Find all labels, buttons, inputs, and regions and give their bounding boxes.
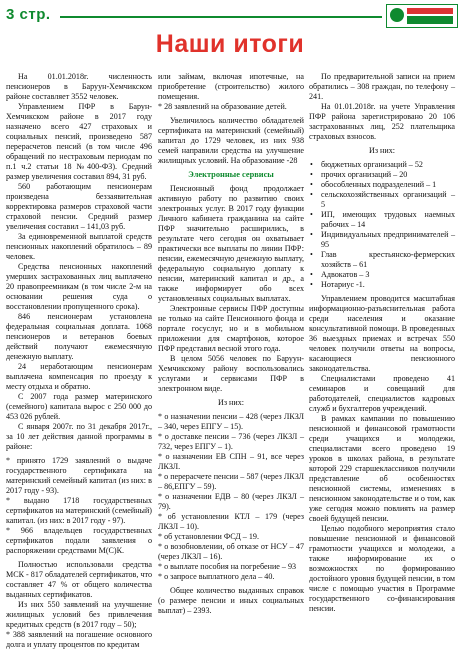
bullet-icon: • bbox=[310, 170, 313, 179]
page-number: 3 стр. bbox=[6, 6, 51, 23]
logo-band-green bbox=[407, 16, 453, 24]
bullet-icon: • bbox=[310, 160, 313, 169]
list-item: * об установлении ФСД – 19. bbox=[158, 532, 259, 541]
list-item-text: Адвокатов – 3 bbox=[321, 270, 370, 279]
column-2 bbox=[158, 72, 304, 616]
list-item: * о назначении пенсии – 428 (через ЛКЗЛ – 340, через ЕПГУ – 15). bbox=[158, 412, 304, 431]
list-item: * принято 1729 заявлений о выдаче государственного сертификата на материнский семейный капитал (из них: в 2017 году - 93). bbox=[6, 456, 152, 495]
list-item bbox=[309, 270, 455, 280]
list-heading: Из них: bbox=[368, 146, 396, 155]
bullet-icon: • bbox=[310, 230, 313, 239]
paragraph: За единовременной выплатой средств пенсионных накоплений обратилось – 89 человек. bbox=[6, 232, 152, 261]
paragraph: Увеличилось количество обладателей сертификата на материнский (семейный) капитал до 1729 человек, из них 938 семей направили средства на улучшение жилищных условий. На образование -28 bbox=[158, 116, 304, 165]
list-item-text: Глав крестьянско-фермерских хозяйств – 61 bbox=[321, 250, 455, 269]
list-heading: Из них: bbox=[217, 398, 245, 407]
bullet-icon: • bbox=[310, 270, 313, 279]
paragraph: По предварительной записи на прием обратились – 308 граждан, по телефону – 241. bbox=[309, 72, 455, 101]
list-item: * об установлении КТЛ – 179 (через ЛКЗЛ – 10). bbox=[158, 512, 304, 531]
list-item-text: сельскохозяйственных организаций – 5 bbox=[321, 190, 455, 209]
section-heading: Электронные сервисы bbox=[188, 170, 274, 179]
paragraph: Целью подобного мероприятия стало повышение пенсионной и финансовой грамотности учащихся и молодежи, а также информирование их о возможностях по формированию достойного уровня будущей пенсии, в том числе с помощью участия в Программе государственного со-финансирования пенсии. bbox=[309, 524, 455, 613]
list-item-text: бюджетных организаций – 52 bbox=[321, 160, 423, 169]
paragraph: Общее количество выданных справок (о размере пенсии и иных социальных выплат) – 2393. bbox=[158, 586, 304, 615]
logo-band-red bbox=[407, 8, 453, 14]
paragraph: Управлением проводится масштабная информационно-разъяснительная работа среди населения и оказание консультативной помощи. В проведенных 36 выездных приемах и встречах 550 человек получили ответы на вопросы, касающиеся пенсионного законодательства. bbox=[309, 294, 455, 373]
list-item: * 966 владельцев государственных сертификатов подали заявления о распоряжении средствами М(С)К. bbox=[6, 526, 152, 555]
paragraph: Средства пенсионных накоплений умерших застрахованных лиц выплачено 20 правопреемникам (в том числе 2-м на основании решения суда о восстановлении пропущенного срока). bbox=[6, 262, 152, 311]
list-item-text: прочих организаций – 20 bbox=[321, 170, 408, 179]
list-item bbox=[309, 230, 455, 250]
bullet-icon: • bbox=[310, 210, 313, 219]
list-item-text: ИП, имеющих трудовых наемных рабочих – 14 bbox=[321, 210, 455, 229]
column-3 bbox=[309, 72, 455, 614]
column-1 bbox=[6, 72, 152, 650]
page-title: Наши итоги bbox=[155, 30, 305, 58]
paragraph: 24 неработающим пенсионерам выплачена компенсация по проезду к месту отдыха и обратно. bbox=[6, 362, 152, 391]
list-item-text: обособленных подразделений – 1 bbox=[321, 180, 437, 189]
list-item bbox=[309, 180, 455, 190]
list-item: * о выплате пособия на погребение – 93 bbox=[158, 562, 297, 571]
paragraph: В целом 5056 человек по Баруун-Хемчикскому району воспользовались услугами и сервисами ПФР в электронном виде. bbox=[158, 354, 304, 393]
top-bar bbox=[0, 0, 460, 30]
list-item-text: Индивидуальных предпринимателей – 95 bbox=[321, 230, 455, 249]
list-item bbox=[309, 250, 455, 270]
list-item: * о перерасчете пенсии – 587 (через ЛКЗЛ – 86,ЕПГУ – 59). bbox=[158, 472, 304, 491]
list-item: * о доставке пенсии – 736 (через ЛКЗЛ – 732, через ЕПГУ – 1). bbox=[158, 432, 304, 451]
list-item bbox=[309, 280, 455, 290]
paragraph: Пенсионный фонд продолжает активную работу по развитию своих электронных услуг. В 2017 году функции Личного кабинета гражданина на сайте ПФР значительно расширились, в результате чего сегодня он охватывает практически все выплаты по линии ПФР: пенсии, ежемесячную денежную выплату, федеральную социальную доплату к пенсии, материнский капитал и др., а также информирует обо всех установленных социальных выплатах. bbox=[158, 184, 304, 303]
list-item: * о назначении ЕВ СПН – 91, все через ЛКЗЛ. bbox=[158, 452, 304, 471]
paragraph: Полностью использовали средства МСК - 817 обладателей сертификатов, что составляет 47 % от общего количества выданных сертификатов. bbox=[6, 560, 152, 599]
list-item: * 28 заявлений на образование детей. bbox=[158, 102, 287, 111]
paragraph: Из них 550 заявлений на улучшение жилищных условий без привлечения кредитных средств (в 2017 году – 50); bbox=[6, 600, 152, 629]
list-item: * выдано 1718 государственных сертификатов на материнский (семейный) капитал. (из них: в 2017 году - 97). bbox=[6, 496, 152, 525]
paragraph: На 01.01.2018г. на учете Управления ПФР района зарегистрировано 20 106 застрахованных лиц, 252 плательщика страховых взносов. bbox=[309, 102, 455, 141]
bullet-icon: • bbox=[310, 250, 313, 259]
list-item: * о возобновлении, об отказе от НСУ – 47 (через ЛКЗЛ – 16). bbox=[158, 542, 304, 561]
pfr-logo bbox=[386, 4, 458, 28]
paragraph: Электронные сервисы ПФР доступны не только на сайте Пенсионного фонда и портале госуслуг, но и в мобильном приложении для смартфонов, которое ПФР представил весной этого года. bbox=[158, 304, 304, 353]
organization-list bbox=[309, 160, 455, 290]
paragraph: 560 работающим пенсионерам произведена беззаявительная корректировка размеров страховой части страховой пенсии. Средний размер увеличения составил – 141,03 руб. bbox=[6, 182, 152, 231]
paragraph: В рамках кампании по повышению пенсионной и финансовой грамотности среди учащихся и молодежи, специалистами всего проведено 19 уроков в школах района, в результате которой 229 старшеклассников получили представление об особенностях пенсионной системы, изменениях в пенсионном законодательстве и о том, как уже сегодня можно повлиять на размер своей будущей пенсии. bbox=[309, 414, 455, 523]
header-rule bbox=[60, 16, 382, 18]
paragraph: С 2007 года размер материнского (семейного) капитала вырос с 250 000 до 453 026 рублей. bbox=[6, 392, 152, 421]
list-item-text: Нотариус -1. bbox=[321, 280, 365, 289]
paragraph: 846 пенсионерам установлена федеральная социальная доплата. 1068 пенсионеров и ветеранов боевых действий получают ежемесячную денежную выплату. bbox=[6, 312, 152, 361]
list-item bbox=[309, 210, 455, 230]
list-item bbox=[309, 190, 455, 210]
list-item: * о запросе выплатного дела – 40. bbox=[158, 572, 275, 581]
paragraph: Управлением ПФР в Барун-Хемчикском районе в 2017 году назначено всего 427 страховых и социальных пенсий, произведено 587 перерасчетов пенсий (в том числе 496 обращений по нестраховым периодам по п.1 ч.2 статьи 18 №400-ФЗ). Средний размер увеличения составил 894, 31 руб. bbox=[6, 102, 152, 181]
logo-emblem-icon bbox=[390, 8, 404, 22]
paragraph: На 01.01.2018г. численность пенсионеров в Баруун-Хемчикском районе составляет 3552 человек. bbox=[6, 72, 152, 101]
paragraph: С января 2007г. по 31 декабря 2017г., за 10 лет действия данной программы в районе: bbox=[6, 422, 152, 451]
bullet-icon: • bbox=[310, 180, 313, 189]
paragraph: Специалистами проведено 41 семинаров и совещаний для работодателей, специалистов кадровых служб и бухгалтеров учреждений. bbox=[309, 374, 455, 413]
paragraph: или займам, включая ипотечные, на приобретение (строительство) жилого помещения. bbox=[158, 72, 304, 101]
bullet-icon: • bbox=[310, 280, 313, 289]
list-item: * 388 заявлений на погашение основного долга и уплату процентов по кредитам bbox=[6, 630, 152, 649]
list-item: * о назначении ЕДВ – 80 (через ЛКЗЛ – 79). bbox=[158, 492, 304, 511]
list-item bbox=[309, 170, 455, 180]
bullet-icon: • bbox=[310, 190, 313, 199]
list-item bbox=[309, 160, 455, 170]
